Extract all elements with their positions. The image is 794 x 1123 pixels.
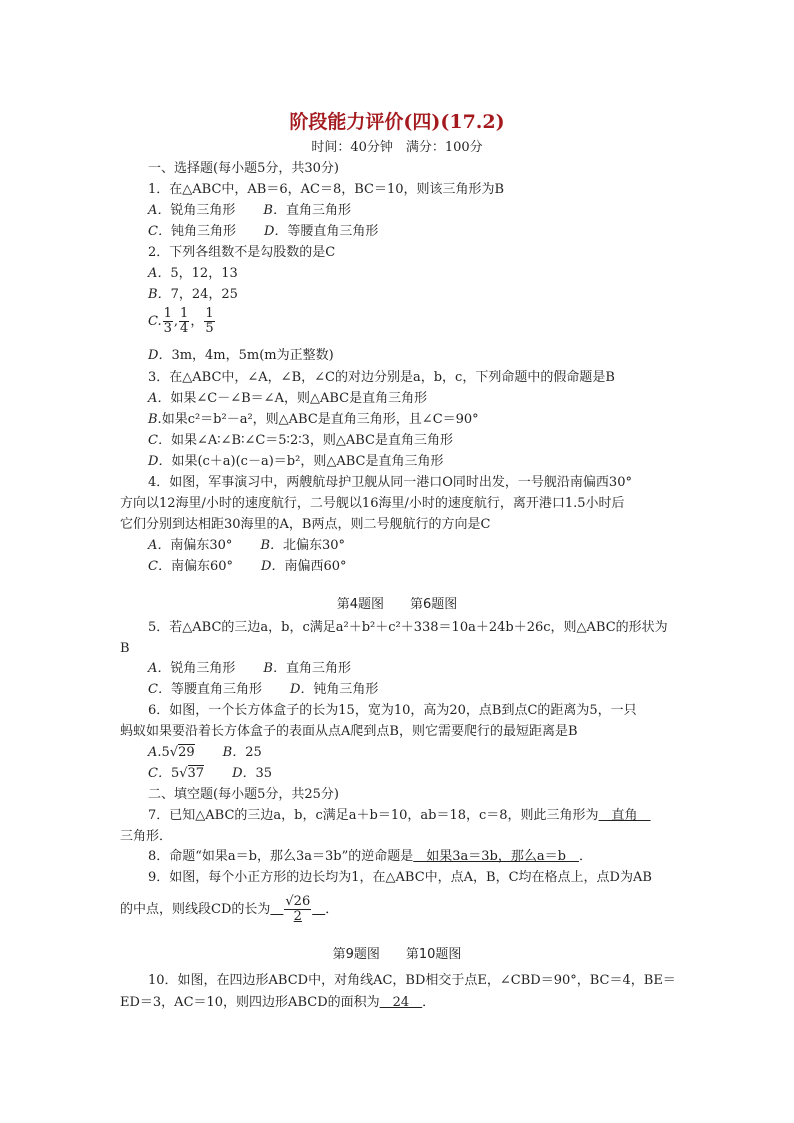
option-text: 如果c²＝b²－a²，则△ABC是直角三角形，且∠C＝90° [161, 412, 479, 427]
option-text: 南偏东60° [170, 559, 233, 574]
option-text: 北偏东30° [283, 538, 346, 553]
question-text: ED＝3，AC＝10，则四边形ABCD的面积为 [120, 995, 380, 1010]
question-4-cont: 它们分别到达相距30海里的A，B两点，则二号舰航行的方向是C [120, 517, 491, 532]
page-title: 阶段能力评价(四)(17.2) [289, 111, 505, 133]
section-heading-fill: 二、填空题(每小题5分，共25分) [148, 787, 339, 802]
option-text: 锐角三角形 [170, 661, 236, 676]
question-9-cont [120, 893, 338, 927]
option-label: B． [222, 745, 246, 760]
question-5-cont: B [120, 641, 130, 656]
option-text: 3m，4m，5m(m为正整数) [171, 348, 334, 363]
q2-option-b [148, 287, 238, 303]
question-1: 1．在△ABC中，AB＝6，AC＝8，BC＝10，则该三角形为B [148, 182, 505, 197]
question-text: 的中点，则线段CD的长为 [120, 902, 271, 917]
option-text: 南偏西60° [284, 559, 347, 574]
option-text: 如果(c＋a)(c－a)＝b²，则△ABC是直角三角形 [171, 454, 444, 469]
option-label: A． [148, 203, 171, 218]
option-label: D． [263, 224, 288, 239]
figure-caption: 第9题图 第10题图 [332, 947, 462, 962]
option-label: B． [260, 538, 283, 553]
option-text: 等腰直角三角形 [170, 682, 262, 697]
option-text: 5，12，13 [170, 266, 238, 281]
option-label: B． [263, 203, 286, 218]
punctuation: ． [325, 902, 339, 917]
option-label: A． [148, 661, 171, 676]
question-5: 5．若△ABC的三边a，b，c满足a²＋b²＋c²＋338＝10a＋24b＋26c，则△ABC的形状为 [148, 620, 668, 635]
question-10-cont [120, 995, 435, 1011]
option-label: A． [148, 391, 171, 406]
exam-info: 时间：40分钟 满分：100分 [311, 140, 483, 155]
option-label: C． [148, 766, 171, 781]
question-7-cont: 三角形． [120, 829, 173, 844]
figure-caption: 第4题图 第6题图 [336, 597, 458, 612]
option-text: 5√ [170, 766, 188, 781]
option-label: B． [263, 661, 286, 676]
option-label: B． [148, 287, 171, 302]
q6-options-cd [148, 766, 272, 782]
answer-fraction: $\frac{√26}{2}$ [285, 894, 311, 924]
option-text: 锐角三角形 [170, 203, 236, 218]
q2-option-c: C. $\frac{1}{3}$ , $\frac{1}{4}$ ， $\frac{1}{5}$ [148, 306, 214, 336]
option-label: C. [148, 314, 162, 329]
question-4-cont: 方向以12海里/小时的速度航行，二号舰以16海里/小时的速度航行，离开港口1.5小时后 [120, 496, 625, 511]
option-text: 25 [245, 745, 262, 760]
q3-option-a [148, 391, 427, 407]
option-text: 如果∠A∶∠B∶∠C＝5∶2∶3，则△ABC是直角三角形 [170, 433, 453, 448]
question-2: 2．下列各组数不是勾股数的是C [148, 245, 336, 260]
option-label: D． [232, 766, 256, 781]
question-4: 4．如图，军事演习中，两艘航母护卫舰从同一港口O同时出发，一号舰沿南偏西30° [148, 475, 632, 490]
option-label: C． [148, 559, 171, 574]
q3-option-c [148, 433, 453, 449]
option-text: 直角三角形 [285, 661, 351, 676]
question-10: 10．如图，在四边形ABCD中，对角线AC，BD相交于点E，∠CBD＝90°，BC＝4，BE＝ [148, 973, 676, 988]
question-7 [148, 808, 651, 824]
option-text: 5√ [161, 745, 179, 760]
answer-blank: 24 [379, 995, 423, 1010]
radicand: 37 [187, 766, 205, 781]
q2-option-a [148, 266, 238, 282]
option-text: 南偏东30° [170, 538, 233, 553]
question-9: 9．如图，每个小正方形的边长均为1，在△ABC中，点A，B，C均在格点上，点D为AB [148, 870, 652, 885]
option-label: D． [148, 454, 172, 469]
answer-blank: 直角 [598, 808, 651, 823]
q5-options-cd [148, 682, 378, 698]
option-label: C． [148, 433, 171, 448]
option-label: B. [148, 412, 162, 427]
option-text: 35 [255, 766, 273, 781]
q3-option-d [148, 454, 443, 470]
option-text: 7，24，25 [170, 287, 238, 302]
question-6-cont: 蚂蚁如果要沿着长方体盒子的表面从点A爬到点B，则它需要爬行的最短距离是B [120, 724, 578, 739]
option-label: C． [148, 682, 171, 697]
question-text: 7．已知△ABC的三边a，b，c满足a＋b＝10，ab＝18，c＝8，则此三角形为 [148, 808, 599, 823]
option-label: D． [261, 559, 285, 574]
radicand: 29 [178, 745, 195, 760]
question-text: 8．命题“如果a＝b，那么3a＝3b”的逆命题是 [148, 849, 414, 864]
option-text: 钝角三角形 [313, 682, 379, 697]
option-text: 等腰直角三角形 [287, 224, 379, 239]
fraction: $\frac{1}{3}$ [163, 306, 172, 336]
q5-options-ab [148, 661, 351, 677]
option-label: D． [289, 682, 314, 697]
option-text: 如果∠C－∠B＝∠A，则△ABC是直角三角形 [170, 391, 428, 406]
question-3: 3．在△ABC中，∠A，∠B，∠C的对边分别是a，b，c，下列命题中的假命题是B [148, 370, 615, 385]
q2-option-d [148, 348, 334, 364]
answer-blank: 如果3a＝3b，那么a＝b [413, 849, 579, 864]
q4-options-ab [148, 538, 345, 554]
q3-option-b [148, 412, 479, 428]
section-heading-choice: 一、选择题(每小题5分，共30分) [148, 161, 339, 176]
q1-options-ab [148, 203, 351, 219]
option-text: 直角三角形 [285, 203, 351, 218]
q1-options-cd [148, 224, 378, 240]
option-text: 钝角三角形 [170, 224, 236, 239]
option-label: C． [148, 224, 171, 239]
option-label: D． [148, 348, 172, 363]
option-label: A． [148, 266, 171, 281]
q6-options-ab [148, 745, 262, 761]
question-6: 6．如图，一个长方体盒子的长为15，宽为10，高为20，点B到点C的距离为5，一只 [148, 703, 637, 718]
option-label: A． [148, 538, 171, 553]
punctuation: ． [578, 849, 592, 864]
fraction: $\frac{1}{4}$ [180, 306, 189, 336]
punctuation: ． [422, 995, 436, 1010]
option-label: A. [148, 745, 162, 760]
fraction: $\frac{1}{5}$ [205, 306, 214, 336]
question-8 [148, 849, 592, 865]
q4-options-cd [148, 559, 346, 575]
